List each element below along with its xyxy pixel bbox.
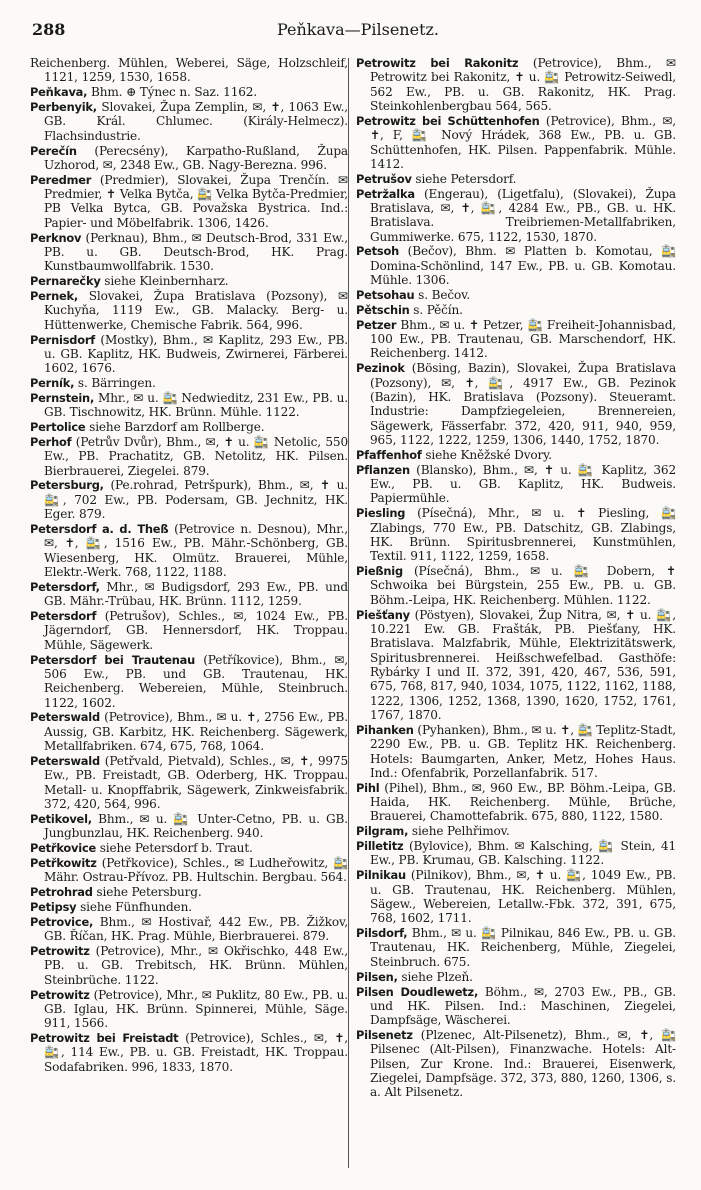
entry-text: (Plzenec, Alt-Pilsenetz), Bhm., ✉, ✝, 🚉 Pilsenec (Alt-Pilsen), Finanzwache. Hotels: Alt-Pilsen, Zur Krone. Ind.: Brauerei, Eisenwerk, Ziegelei, Dampfsäge. 372, 373, 880, 1260, 1306, s. a. Alt Pilsenetz.	[370, 1028, 676, 1100]
entry-headword: Petipsy	[30, 899, 77, 914]
entry-text: (Petřvald, Pietvald), Schles., ✉, ✝, 9975 Ew., PB. Freistadt, GB. Oderberg, HK. Troppau. Metall- u. Knopffabrik, Sägewerk, Zinkweisfabrik. 372, 420, 564, 996.	[44, 754, 348, 812]
entry-text: siehe Petersdorf.	[411, 171, 517, 186]
entry-headword: Petersdorf	[30, 609, 97, 624]
gazetteer-entry	[30, 376, 348, 390]
running-title: Peňkava—Pilsenetz.	[276, 20, 440, 39]
gazetteer-entry	[30, 915, 348, 944]
gazetteer-entry	[356, 318, 676, 361]
entry-headword: Pilnikau	[356, 868, 406, 883]
entry-text: (Pe.rohrad, Petršpurk), Bhm., ✉, ✝ u. 🚉, 702 Ew., PB. Podersam, GB. Jechnitz, HK. Eger. 879.	[44, 478, 348, 522]
gazetteer-entry	[356, 506, 676, 563]
left-column	[30, 56, 348, 1176]
entry-text: Bhm., ✉ u. 🚉 Pilnikau, 846 Ew., PB. u. GB. Trautenau, HK. Reichenberg, Mühle, Ziegelei, Steinbruch. 675.	[370, 926, 676, 969]
entry-headword: Petersdorf bei Trautenau	[30, 652, 196, 667]
entry-text: (Petříkovice), Bhm., ✉, 506 Ew., PB. und GB. Trautenau, HK. Reichenberg. Webereien, Mühle, Steinbruch. 1122, 1602.	[44, 652, 348, 710]
gazetteer-entry	[30, 420, 348, 434]
entry-text: (Petrovice), Mhr., ✉ Okřischko, 448 Ew., PB. u. GB. Trebitsch, HK. Brünn. Mühlen, Steinbrüche. 1122.	[44, 943, 348, 987]
gazetteer-entry	[356, 824, 676, 838]
gazetteer-entry	[30, 710, 348, 753]
gazetteer-entry	[356, 56, 676, 113]
entry-text: (Engerau), (Ligetfalu), (Slovakei), Župa Bratislava, ✉, ✝, 🚉, 4284 Ew., PB., GB. u. HK. Bratislava. Treibriemen-Metallfabriken, Gummiwerke. 675, 1122, 1530, 1870.	[370, 186, 676, 244]
entry-headword: Pihanken	[356, 722, 414, 737]
entry-headword: Peterswald	[30, 754, 100, 768]
entry-text: Mhr., ✉ u. 🚉 Nedwieditz, 231 Ew., PB. u. GB. Tischnowitz, HK. Brünn. Mühle. 1122.	[44, 390, 348, 420]
entry-text: siehe Plzeň.	[397, 969, 473, 984]
entry-text: (Pyhanken), Bhm., ✉ u. ✝, 🚉 Teplitz-Stadt, 2290 Ew., PB. u. GB. Teplitz HK. Reichenberg. Hotels: Baumgarten, Anker, Metz, Hohes Haus. Ind.: Ofenfabrik, Porzellanfabrik. 517.	[370, 722, 676, 780]
gazetteer-entry	[356, 187, 676, 244]
entry-text: (Bylovice), Bhm. ✉ Kalsching, 🚉 Stein, 41 Ew., PB. Krumau, GB. Kalsching. 1122.	[370, 839, 676, 868]
page-number: 288	[32, 20, 66, 39]
gazetteer-entry	[30, 841, 348, 855]
gazetteer-entry	[356, 448, 676, 462]
entry-headword: Petrowitz	[30, 943, 90, 958]
entry-text: (Pilnikov), Bhm., ✉, ✝ u. 🚉, 1049 Ew., PB. u. GB. Trautenau, HK. Reichenberg. Mühlen, Sägew., Webereien, Letallw.-Fbk. 372, 391, 675, 768, 1602, 1711.	[370, 868, 676, 926]
entry-headword: Petikovel,	[30, 811, 92, 826]
entry-headword: Petzer	[356, 317, 397, 332]
entry-text: (Bečov), Bhm. ✉ Platten b. Komotau, 🚉 Domina-Schönlind, 147 Ew., PB. u. GB. Komotau. Mühle. 1306.	[370, 244, 676, 288]
entry-headword: Peredmer	[30, 172, 92, 187]
entry-text: (Petrovice n. Desnou), Mhr., ✉, ✝, 🚉, 1516 Ew., PB. Mähr.-Schönberg, GB. Wiesenberg, HK. Olmütz. Brauerei, Mühle, Elektr.-Werk. 768, 1122, 1188.	[44, 522, 348, 580]
entry-text: (Písečná), Mhr., ✉ u. ✝ Piesling, 🚉 Zlabings, 770 Ew., PB. Datschitz, GB. Zlabings, HK. Brünn. Spiritusbrennerei, Kunstmühlen, Textil. 911, 1122, 1259, 1658.	[370, 506, 676, 564]
entry-text: (Petrovice), Bhm., ✉, ✝, F, 🚉 Nový Hrádek, 368 Ew., PB. u. GB. Schüttenhofen, HK. Pilsen. Pappenfabrik. Mühle. 1412.	[370, 113, 676, 171]
entry-headword: Pflanzen	[356, 462, 410, 477]
entry-text: (Blansko), Bhm., ✉, ✝ u. 🚉 Kaplitz, 362 Ew., PB. u. GB. Kaplitz, HK. Budweis. Papiermühle.	[370, 462, 676, 506]
entry-headword: Pilsen,	[356, 969, 398, 984]
gazetteer-entry	[356, 839, 676, 868]
gazetteer-entry	[356, 926, 676, 969]
entry-headword: Piesling	[356, 506, 406, 521]
entry-text: (Perknau), Bhm., ✉ Deutsch-Brod, 331 Ew., PB. u. GB. Deutsch-Brod, HK. Prag. Kunstbaumwollfabrik. 1530.	[44, 230, 348, 274]
gazetteer-entry	[356, 564, 676, 607]
entry-headword: Pießnig	[356, 564, 403, 579]
gazetteer-entry	[356, 723, 676, 780]
gazetteer-entry	[30, 391, 348, 420]
gazetteer-entry	[30, 812, 348, 841]
entry-headword: Petsohau	[356, 288, 415, 302]
gazetteer-entry	[356, 1028, 676, 1100]
entry-headword: Pertolice	[30, 420, 86, 435]
gazetteer-entry	[30, 478, 348, 521]
gazetteer-entry	[30, 144, 348, 173]
entry-text: (Petrušov), Schles., ✉, 1024 Ew., PB. Jägerndorf, GB. Hennersdorf, HK. Troppau. Mühle, Sägewerk.	[44, 609, 348, 652]
entry-headword: Peňkava,	[30, 85, 88, 100]
entry-text: s. Pěčín.	[409, 302, 463, 317]
gazetteer-entry	[356, 463, 676, 506]
entry-headword: Petrohrad	[30, 885, 93, 900]
page-header	[28, 18, 688, 42]
entry-headword: Peterswald	[30, 710, 100, 725]
gazetteer-entry	[30, 754, 348, 811]
gazetteer-entry	[356, 172, 676, 186]
gazetteer-entry	[30, 100, 348, 143]
gazetteer-entry	[30, 85, 348, 99]
entry-text: (Písečná), Bhm., ✉ u. 🚉 Dobern, ✝ Schwoika bei Bürgstein, 255 Ew., PB. u. GB. Böhm.-Leipa, HK. Reichenberg. Mühlen. 1122.	[370, 564, 676, 607]
gazetteer-entry	[30, 56, 348, 85]
entry-headword: Pilgram,	[356, 824, 409, 839]
gazetteer-entry	[30, 274, 348, 288]
entry-text: siehe Petersdorf b. Traut.	[96, 841, 253, 856]
entry-text: Reichenberg. Mühlen, Weberei, Säge, Holzschleif, 1121, 1259, 1530, 1658.	[30, 56, 348, 85]
column-divider	[348, 58, 349, 1168]
gazetteer-entry	[356, 985, 676, 1028]
entry-headword: Perbenyik,	[30, 100, 97, 115]
entry-headword: Petrowitz	[30, 987, 90, 1002]
gazetteer-entry	[356, 288, 676, 302]
entry-headword: Perhof	[30, 434, 72, 449]
entry-headword: Pezinok	[356, 361, 405, 376]
entry-headword: Petrowitz bei Rakonitz	[356, 56, 519, 70]
entry-headword: Petrušov	[356, 171, 412, 186]
entry-headword: Petrowitz bei Freistadt	[30, 1031, 179, 1046]
entry-text: Bhm., ✉ u. 🚉 Unter-Cetno, PB. u. GB. Jungbunzlau, HK. Reichenberg. 940.	[44, 811, 348, 841]
entry-headword: Petersdorf,	[30, 579, 100, 594]
entry-headword: Pilsdorf,	[356, 926, 408, 941]
entry-text: (Petřkovice), Schles., ✉ Ludheřowitz, 🚉 Mähr. Ostrau-Přívoz. PB. Hultschin. Bergbau. 564.	[44, 855, 348, 885]
entry-headword: Petersdorf a. d. Theß	[30, 522, 169, 536]
entry-text: Bhm., ✉ Hostivař, 442 Ew., PB. Žižkov, GB. Říčan, HK. Prag. Mühle, Bierbrauerei. 879.	[44, 914, 348, 944]
gazetteer-entry	[30, 900, 348, 914]
entry-text: (Perecsény), Karpatho-Rußland, Župa Uzhorod, ✉, 2348 Ew., GB. Nagy-Berezna. 996.	[44, 143, 348, 172]
gazetteer-entry	[356, 781, 676, 824]
entry-text: siehe Kněžské Dvory.	[421, 447, 552, 462]
entry-headword: Perečín	[30, 143, 77, 158]
entry-headword: Pernstein,	[30, 390, 95, 405]
entry-headword: Perknov	[30, 230, 82, 245]
entry-text: (Mostky), Bhm., ✉ Kaplitz, 293 Ew., PB. u. GB. Kaplitz, HK. Budweis, Zwirnerei, Färberei. 1602, 1676.	[44, 332, 348, 376]
gazetteer-entry	[30, 435, 348, 478]
entry-text: siehe Fünfhunden.	[76, 899, 192, 914]
entry-text: Mhr., ✉ Budigsdorf, 293 Ew., PB. und GB. Mähr.-Trübau, HK. Brünn. 1112, 1259.	[44, 579, 348, 609]
gazetteer-entry	[30, 1031, 348, 1074]
gazetteer-entry	[30, 522, 348, 579]
entry-headword: Perník,	[30, 376, 75, 391]
gazetteer-entry	[30, 231, 348, 274]
gazetteer-entry	[30, 289, 348, 332]
entry-headword: Pernek,	[30, 289, 79, 303]
entry-text: (Petrův Dvůr), Bhm., ✉, ✝ u. 🚉 Netolic, 550 Ew., PB. Prachatitz, GB. Netolitz, HK. Pilsen. Bierbrauerei, Ziegelei. 879.	[44, 434, 348, 478]
gazetteer-entry	[30, 944, 348, 987]
entry-headword: Petržalka	[356, 186, 415, 201]
gazetteer-entry	[30, 580, 348, 609]
entry-headword: Petrovice,	[30, 914, 94, 929]
entry-headword: Pernarečky	[30, 274, 101, 289]
entry-headword: Pfaffenhof	[356, 447, 422, 462]
entry-text: siehe Kleinbernharz.	[100, 274, 229, 289]
gazetteer-entry	[356, 114, 676, 171]
gazetteer-entry	[30, 333, 348, 376]
gazetteer-entry	[356, 361, 676, 447]
entry-text: (Bösing, Bazin), Slovakei, Župa Bratislava (Pozsony), ✉, ✝, 🚉, 4917 Ew., GB. Pezinok (Bazin), HK. Bratislava (Pozsony). Steueramt. Industrie: Dampfziegeleien, Brennereien, Sägewerk, Fässerfabr. 372, 420, 911, 940, 959, 965, 1122, 1222, 1259, 1306, 1440, 1752, 1870.	[370, 361, 676, 447]
entry-text: siehe Barzdorf am Rollberge.	[85, 420, 265, 435]
entry-headword: Pihl	[356, 780, 380, 795]
entry-headword: Petřkovice	[30, 841, 97, 856]
gazetteer-entry	[30, 173, 348, 230]
entry-text: s. Bečov.	[414, 288, 471, 302]
entry-headword: Petersburg,	[30, 478, 104, 493]
entry-text: siehe Petersburg.	[92, 885, 202, 900]
entry-text: (Petrovice), Schles., ✉, ✝, 🚉, 114 Ew., PB. u. GB. Freistadt, HK. Troppau. Sodafabriken. 996, 1833, 1870.	[44, 1031, 348, 1074]
gazetteer-entry	[356, 868, 676, 925]
entry-headword: Pernisdorf	[30, 332, 96, 347]
entry-headword: Petsoh	[356, 244, 400, 259]
gazetteer-entry	[356, 303, 676, 317]
gazetteer-entry	[30, 856, 348, 885]
entry-text: (Petrovice), Bhm., ✉ Petrowitz bei Rakonitz, ✝ u. 🚉 Petrowitz-Seiwedl, 562 Ew., PB. u. GB. Rakonitz, HK. Prag. Steinkohlenbergbau 564, 565.	[370, 56, 676, 114]
entry-text: (Pihel), Bhm., ✉, 960 Ew., BP. Böhm.-Leipa, GB. Haida, HK. Reichenberg. Mühle, Brüche, Brauerei, Chamottefabrik. 675, 880, 1122, 1580.	[370, 780, 676, 824]
entry-text: (Pöstyen), Slovakei, Žup Nitra, ✉, ✝ u. 🚉, 10.221 Ew. GB. Frašták, PB. Piešťany, HK. Bratislava. Malzfabrik, Mühle, Elektrizitätswerk, Spiritusbrennerei. Heißschwefelbad. Gasthöfe: Rybárky I und II. 372, 391, 420, 467, 536, 591, 675, 768, 817, 940, 1034, 1075, 1122, 1162, 1188, 1222, 1306, 1252, 1368, 1390, 1620, 1752, 1761, 1767, 1870.	[370, 607, 676, 722]
entry-headword: Piešťany	[356, 607, 410, 622]
entry-text: Bhm. ⊕ Týnec n. Saz. 1162.	[87, 85, 258, 100]
entry-headword: Pilsenetz	[356, 1028, 413, 1043]
gazetteer-entry	[356, 244, 676, 287]
entry-text: siehe Pelhřimov.	[408, 824, 510, 839]
entry-text: Slovakei, Župa Bratislava (Pozsony), ✉ Kuchyňa, 1119 Ew., GB. Malacky. Berg- u. Hüttenwerke, Chemische Fabrik. 564, 996.	[44, 289, 348, 332]
gazetteer-entry	[30, 885, 348, 899]
gazetteer-entry	[356, 608, 676, 723]
entry-text: s. Bärringen.	[74, 376, 156, 391]
gazetteer-entry	[30, 653, 348, 710]
entry-headword: Petřkowitz	[30, 855, 97, 870]
entry-text: (Predmier), Slovakei, Župa Trenčín. ✉ Predmier, ✝ Velka Bytča, 🚉 Velka Bytča-Predmier, PB Velka Bytca, GB. Považska Bystrica. Ind.: Papier- und Möbelfabrik. 1306, 1426.	[44, 172, 348, 230]
entry-text: (Petrovice), Bhm., ✉ u. ✝, 2756 Ew., PB. Aussig, GB. Karbitz, HK. Reichenberg. Sägewerk, Metallfabriken. 674, 675, 768, 1064.	[44, 710, 348, 754]
gazetteer-entry	[30, 988, 348, 1031]
entry-headword: Petrowitz bei Schüttenhofen	[356, 113, 540, 128]
gazetteer-entry	[30, 609, 348, 652]
entry-text: Slovakei, Župa Zemplin, ✉, ✝, 1063 Ew., GB. Král. Chlumec. (Király-Helmecz). Flachsindustrie.	[44, 100, 348, 143]
entry-headword: Pětschin	[356, 302, 410, 317]
entry-text: Böhm., ✉, 2703 Ew., PB., GB. und HK. Pilsen. Ind.: Maschinen, Ziegelei, Dampfsäge, Wäscherei.	[370, 984, 676, 1028]
entry-text: Bhm., ✉ u. ✝ Petzer, 🚉 Freiheit-Johannisbad, 100 Ew., PB. Trautenau, GB. Marschendorf, HK. Reichenberg. 1412.	[370, 317, 676, 361]
right-column	[356, 56, 676, 1176]
entry-text: (Petrovice), Mhr., ✉ Puklitz, 80 Ew., PB. u. GB. Iglau, HK. Brünn. Spinnerei, Mühle, Säge. 911, 1566.	[44, 987, 348, 1031]
gazetteer-entry	[356, 970, 676, 984]
entry-headword: Pilsen Doudlewetz,	[356, 984, 479, 999]
entry-headword: Pilletitz	[356, 839, 404, 854]
